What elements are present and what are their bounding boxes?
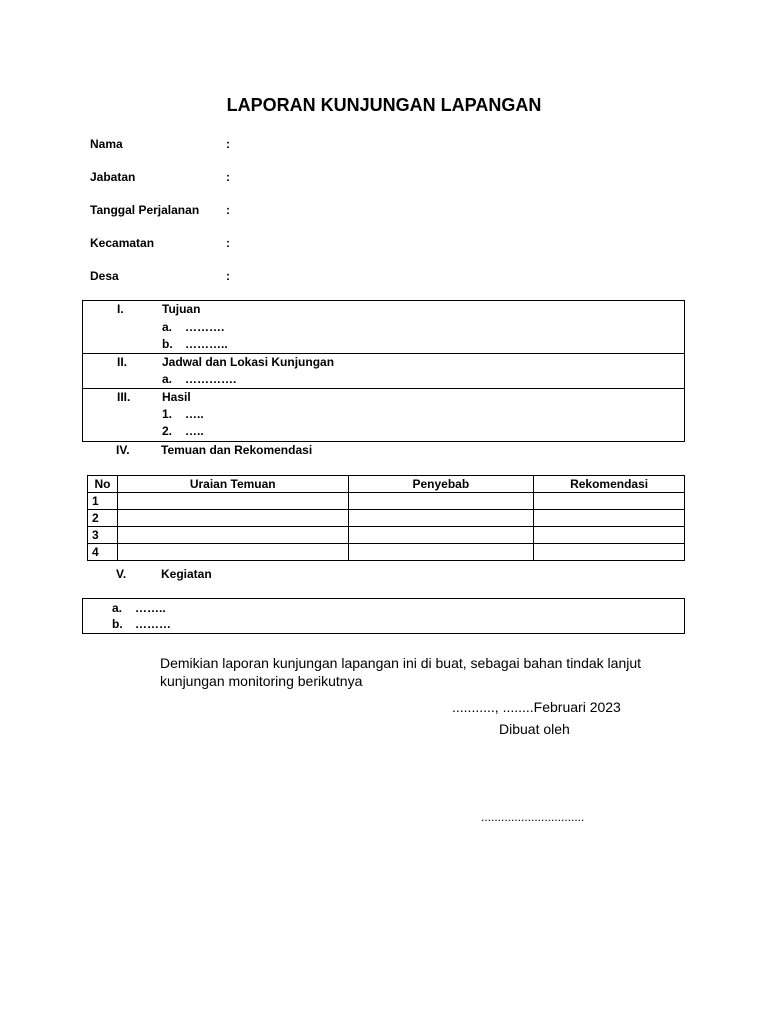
cell-rekomendasi (534, 527, 685, 544)
cell-uraian (117, 510, 348, 527)
list-item: ……….. (185, 337, 228, 351)
field-colon-tanggal: : (226, 203, 230, 217)
list-marker: 1. (162, 407, 173, 421)
date-line: ..........., ........Februari 2023 (452, 699, 621, 715)
field-colon-desa: : (226, 269, 230, 283)
section-title-kegiatan: Kegiatan (161, 567, 212, 581)
field-colon-nama: : (226, 137, 230, 151)
row-number: 3 (88, 527, 118, 544)
field-label-jabatan: Jabatan (90, 170, 136, 184)
list-item: ……… (135, 617, 171, 631)
cell-rekomendasi (534, 544, 685, 561)
cell-rekomendasi (534, 493, 685, 510)
section-title: Tujuan (162, 302, 201, 316)
list-marker: b. (112, 617, 123, 631)
row-number: 4 (88, 544, 118, 561)
field-label-nama: Nama (90, 137, 123, 151)
list-marker: a. (162, 320, 173, 334)
section-number: II. (117, 355, 128, 369)
table-row (88, 527, 685, 544)
column-header-no: No (88, 476, 118, 493)
section-number: III. (117, 390, 131, 404)
section-tujuan (83, 301, 684, 354)
section-jadwal (83, 354, 684, 389)
list-item: ….. (185, 424, 204, 438)
table-row (88, 493, 685, 510)
list-marker: 2. (162, 424, 173, 438)
list-item: …………. (185, 372, 237, 386)
list-item: ….. (185, 407, 204, 421)
cell-penyebab (348, 544, 534, 561)
column-header-uraian: Uraian Temuan (117, 476, 348, 493)
list-marker: a. (112, 601, 123, 615)
section-title: Hasil (162, 390, 191, 404)
table-row (88, 510, 685, 527)
kegiatan-box (82, 598, 685, 634)
cell-penyebab (348, 510, 534, 527)
field-colon-jabatan: : (226, 170, 230, 184)
section-title: Jadwal dan Lokasi Kunjungan (162, 355, 335, 369)
sections-box (82, 300, 685, 442)
cell-penyebab (348, 527, 534, 544)
table-header-row (88, 476, 685, 493)
list-marker: b. (162, 337, 173, 351)
signature-line: ............................... (481, 810, 585, 824)
field-label-kecamatan: Kecamatan (90, 236, 155, 250)
column-header-rekomendasi: Rekomendasi (534, 476, 685, 493)
list-item: ………. (185, 320, 225, 334)
cell-uraian (117, 544, 348, 561)
section-number-iv: IV. (116, 443, 130, 457)
section-hasil (83, 389, 684, 441)
list-marker: a. (162, 372, 173, 386)
field-colon-kecamatan: : (226, 236, 230, 250)
field-label-desa: Desa (90, 269, 119, 283)
made-by-label: Dibuat oleh (499, 721, 570, 737)
cell-rekomendasi (534, 510, 685, 527)
section-number: I. (117, 302, 124, 316)
row-number: 1 (88, 493, 118, 510)
cell-uraian (117, 493, 348, 510)
temuan-table (87, 475, 685, 561)
field-label-tanggal: Tanggal Perjalanan (90, 203, 200, 217)
closing-paragraph: Demikian laporan kunjungan lapangan ini di buat, sebagai bahan tindak lanjut kunjungan monitoring berikutnya (160, 655, 642, 689)
list-item: …….. (135, 601, 166, 615)
document-title: LAPORAN KUNJUNGAN LAPANGAN (226, 95, 542, 115)
table-row (88, 544, 685, 561)
cell-uraian (117, 527, 348, 544)
row-number: 2 (88, 510, 118, 527)
section-title-temuan: Temuan dan Rekomendasi (161, 443, 313, 457)
section-number-v: V. (116, 567, 127, 581)
cell-penyebab (348, 493, 534, 510)
column-header-penyebab: Penyebab (348, 476, 534, 493)
